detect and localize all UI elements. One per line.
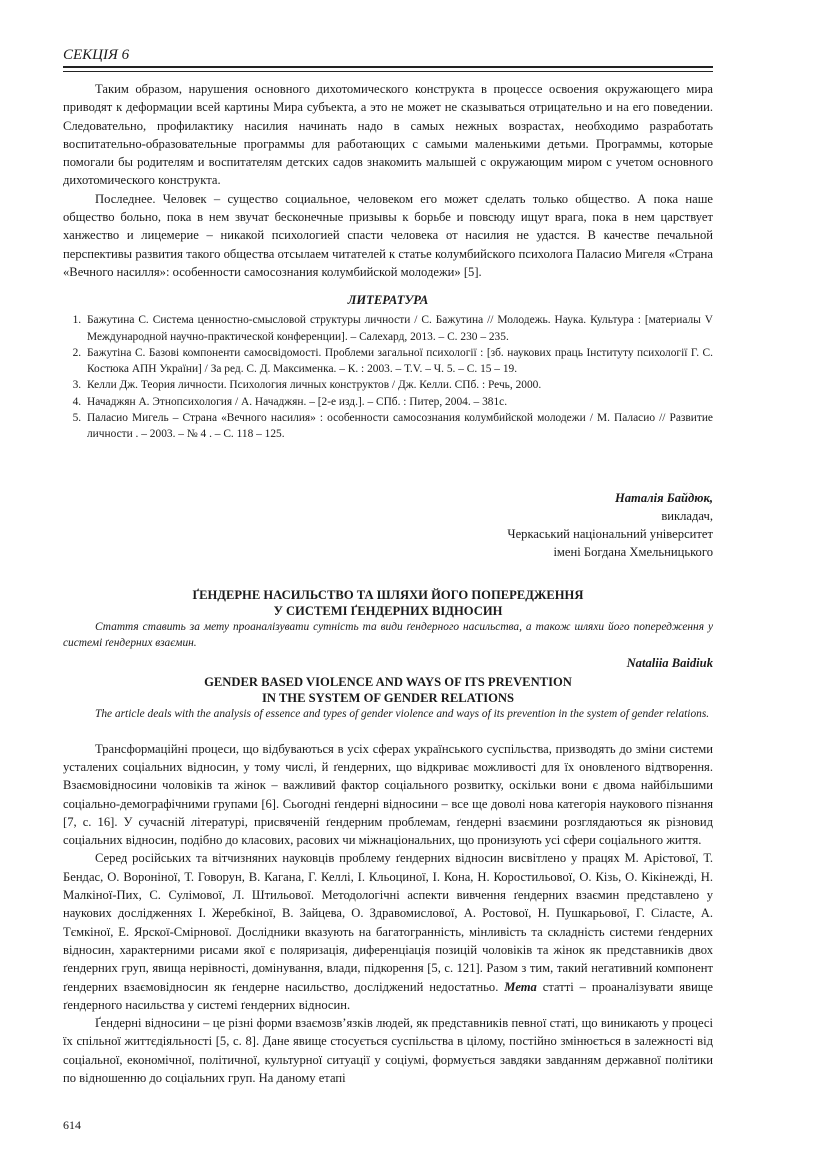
paragraph: Последнее. Человек – существо социальное, человеком его может сделать только общество. А пока наше общество больно, пока в нем звучат бесконечные призывы к борьбе и повсюду ищут врага, пока в нем царствует ханжество и лицемерие – никакой психологией спасти человека от насилия не удастся. В качестве печальной перспективы развития такого общества отсылаем читателей к статье колумбийского психолога Паласио Мигеля «Страна «Вечного насилля»: особенности самосознания колумбийской молодежи» [5]. bbox=[63, 191, 713, 279]
section-label: СЕКЦІЯ 6 bbox=[63, 47, 130, 63]
reference-item: 5. Паласио Мигель – Страна «Вечного насилия» : особенности самосознания колумбийской молодежи / М. Паласио // Развитие личности . – 2003. – № 4 . – С. 118 – 125. bbox=[84, 410, 713, 443]
running-header bbox=[63, 40, 713, 68]
author-position: викладач, bbox=[661, 508, 713, 523]
reference-item: 4. Начаджян А. Этнопсихология / А. Начаджян. – [2-е изд.]. – СПб. : Питер, 2004. – 381с. bbox=[84, 394, 713, 410]
title-line: IN THE SYSTEM OF GENDER RELATIONS bbox=[261, 690, 515, 705]
title-line: ҐЕНДЕРНЕ НАСИЛЬСТВО ТА ШЛЯХИ ЙОГО ПОПЕРЕДЖЕННЯ bbox=[192, 587, 584, 602]
reference-item: 1. Бажутина С. Система ценностно-смысловой структуры личности / С. Бажутина // Молодежь. Наука. Культура : [материалы V Международной научно-практической конференции]. – Салехард, 2013. – С. 230 – 235. bbox=[84, 312, 713, 345]
text-run: Серед російських та вітчизняних науковців проблему ґендерних відносин висвітлено у працях М. Арістової, Т. Бендас, О. Вороніної, Т. Говорун, В. Кагана, Г. Келлі, І. Кльоциної, І. Кона, Н. Коростильової, О. Кізь, О. Кікінежді, Н. Малкіної-Пих, С. Сулімової, Л. Штильової. Методологічні аспекти вивчення ґендерних взаємин представлено у наукових дослідженнях І. Жеребкіної, В. Зайцева, О. Здравомислової, А. Ростової, Н. Пушкарьової, Г. Сіласте, А. Тємкіної, Е. Ярскої-Смірнової. Дослідники вказують на багатогранність, мінливість та складність системи ґендерних відносин, характерними рисами якої є поляризація, диференціація позицій чоловіків та жінок як представників двох ґендерних груп, явища нерівності, домінування, влади, підкорення [5, с. 121]. Разом з тим, такий негативний компонент ґендерних взаємовідносин як ґендерне насильство, досліджений недостатньо. bbox=[63, 851, 713, 994]
references-title: ЛИТЕРАТУРА bbox=[347, 293, 429, 308]
reference-item: 2. Бажутіна С. Базові компоненти самосвідомості. Проблеми загальної психології : [зб. наукових праць Інституту психології Г. С. Костюка АПН України] / За ред. С. Д. Максименка. – К. : 2003. – Т.V. – Ч. 5. – С. 15 – 19. bbox=[84, 345, 713, 378]
author-name: Наталія Байдюк, bbox=[614, 490, 713, 505]
title-line: У СИСТЕМІ ҐЕНДЕРНИХ ВІДНОСИН bbox=[273, 603, 503, 618]
text-run: статті – проаналізувати явище ґендерного насильства у системі ґендерних відносин. bbox=[63, 979, 714, 1012]
page-number: 614 bbox=[63, 1118, 81, 1132]
paragraph bbox=[63, 849, 713, 1014]
paragraph: Таким образом, нарушения основного дихотомического конструкта в процессе освоения окружающего мира приводят к деформации всей картины Мира субъекта, а это не может не сказываться отрицательно и на его поведении. Следовательно, профилактику насилия начинать надо в самых нежных возрастах, необходимо разработать воспитательно-образовательные программы для работающих с самыми маленькими детьми. Программы, которые помогали бы родителям и воспитателям детских садов знакомить малышей с окружающим миром с учетом основного дихотомического конструкта. bbox=[63, 82, 713, 188]
paragraph: Ґендерні відносини – це різні форми взаємозв’язків людей, як представників певної статі, що виникають у процесі їх спільної життєдіяльності [5, с. 8]. Дане явище стосується суспільства в цілому, постійно змінюється в залежності від соціальної, економічної, політичної, культурної ситуації у соціумі, формується завдяки завданням державної політики по відношенню до соціальних груп. На даному етапі bbox=[63, 1016, 713, 1085]
author-name-en: Nataliia Baidiuk bbox=[626, 655, 713, 670]
author-affiliation: імені Богдана Хмельницького bbox=[553, 544, 713, 559]
author-affiliation: Черкаський національний університет bbox=[507, 526, 713, 541]
reference-item: 3. Келли Дж. Теория личности. Психология личных конструктов / Дж. Келли. СПб. : Речь, 2000. bbox=[84, 377, 713, 393]
bold-term: Мета bbox=[504, 979, 537, 994]
abstract-en: The article deals with the analysis of essence and types of gender violence and ways of its prevention in the system of gender relations. bbox=[95, 707, 710, 720]
article-body bbox=[63, 740, 713, 1088]
page bbox=[63, 40, 713, 1087]
abstract-uk: Стаття ставить за мету проаналізувати сутність та види ґендерного насильства, а також шляхи його попередження у системі ґендерних взаємин. bbox=[63, 620, 713, 649]
article-title-uk bbox=[63, 587, 713, 619]
author-block bbox=[63, 489, 713, 561]
article-title-en bbox=[63, 674, 713, 706]
title-line: GENDER BASED VIOLENCE AND WAYS OF ITS PREVENTION bbox=[204, 674, 572, 689]
paragraph: Трансформаційні процеси, що відбуваються в усіх сферах українського суспільства, призводять до зміни системи усталених соціальних відносин, у тому числі, й ґендерних, що відкриває можливості для їх оновленого відтворення. Взаємовідносини чоловіків та жінок – важливий фактор соціального розвитку, оскільки вони є двома найбільшими соціально-демографічними групами [6]. Сьогодні ґендерні відносини – все ще доволі нова категорія наукового пізнання [7, с. 16]. У сучасній літературі, присвяченій ґендерним проблемам, ґендерні взаємини розглядаються як різновид соціальних відносин, подібно до класових, расових чи міжнаціональних, що пронизують усі сфери соціального життя. bbox=[63, 741, 713, 848]
intro-text bbox=[63, 80, 713, 281]
references-list bbox=[63, 312, 713, 442]
